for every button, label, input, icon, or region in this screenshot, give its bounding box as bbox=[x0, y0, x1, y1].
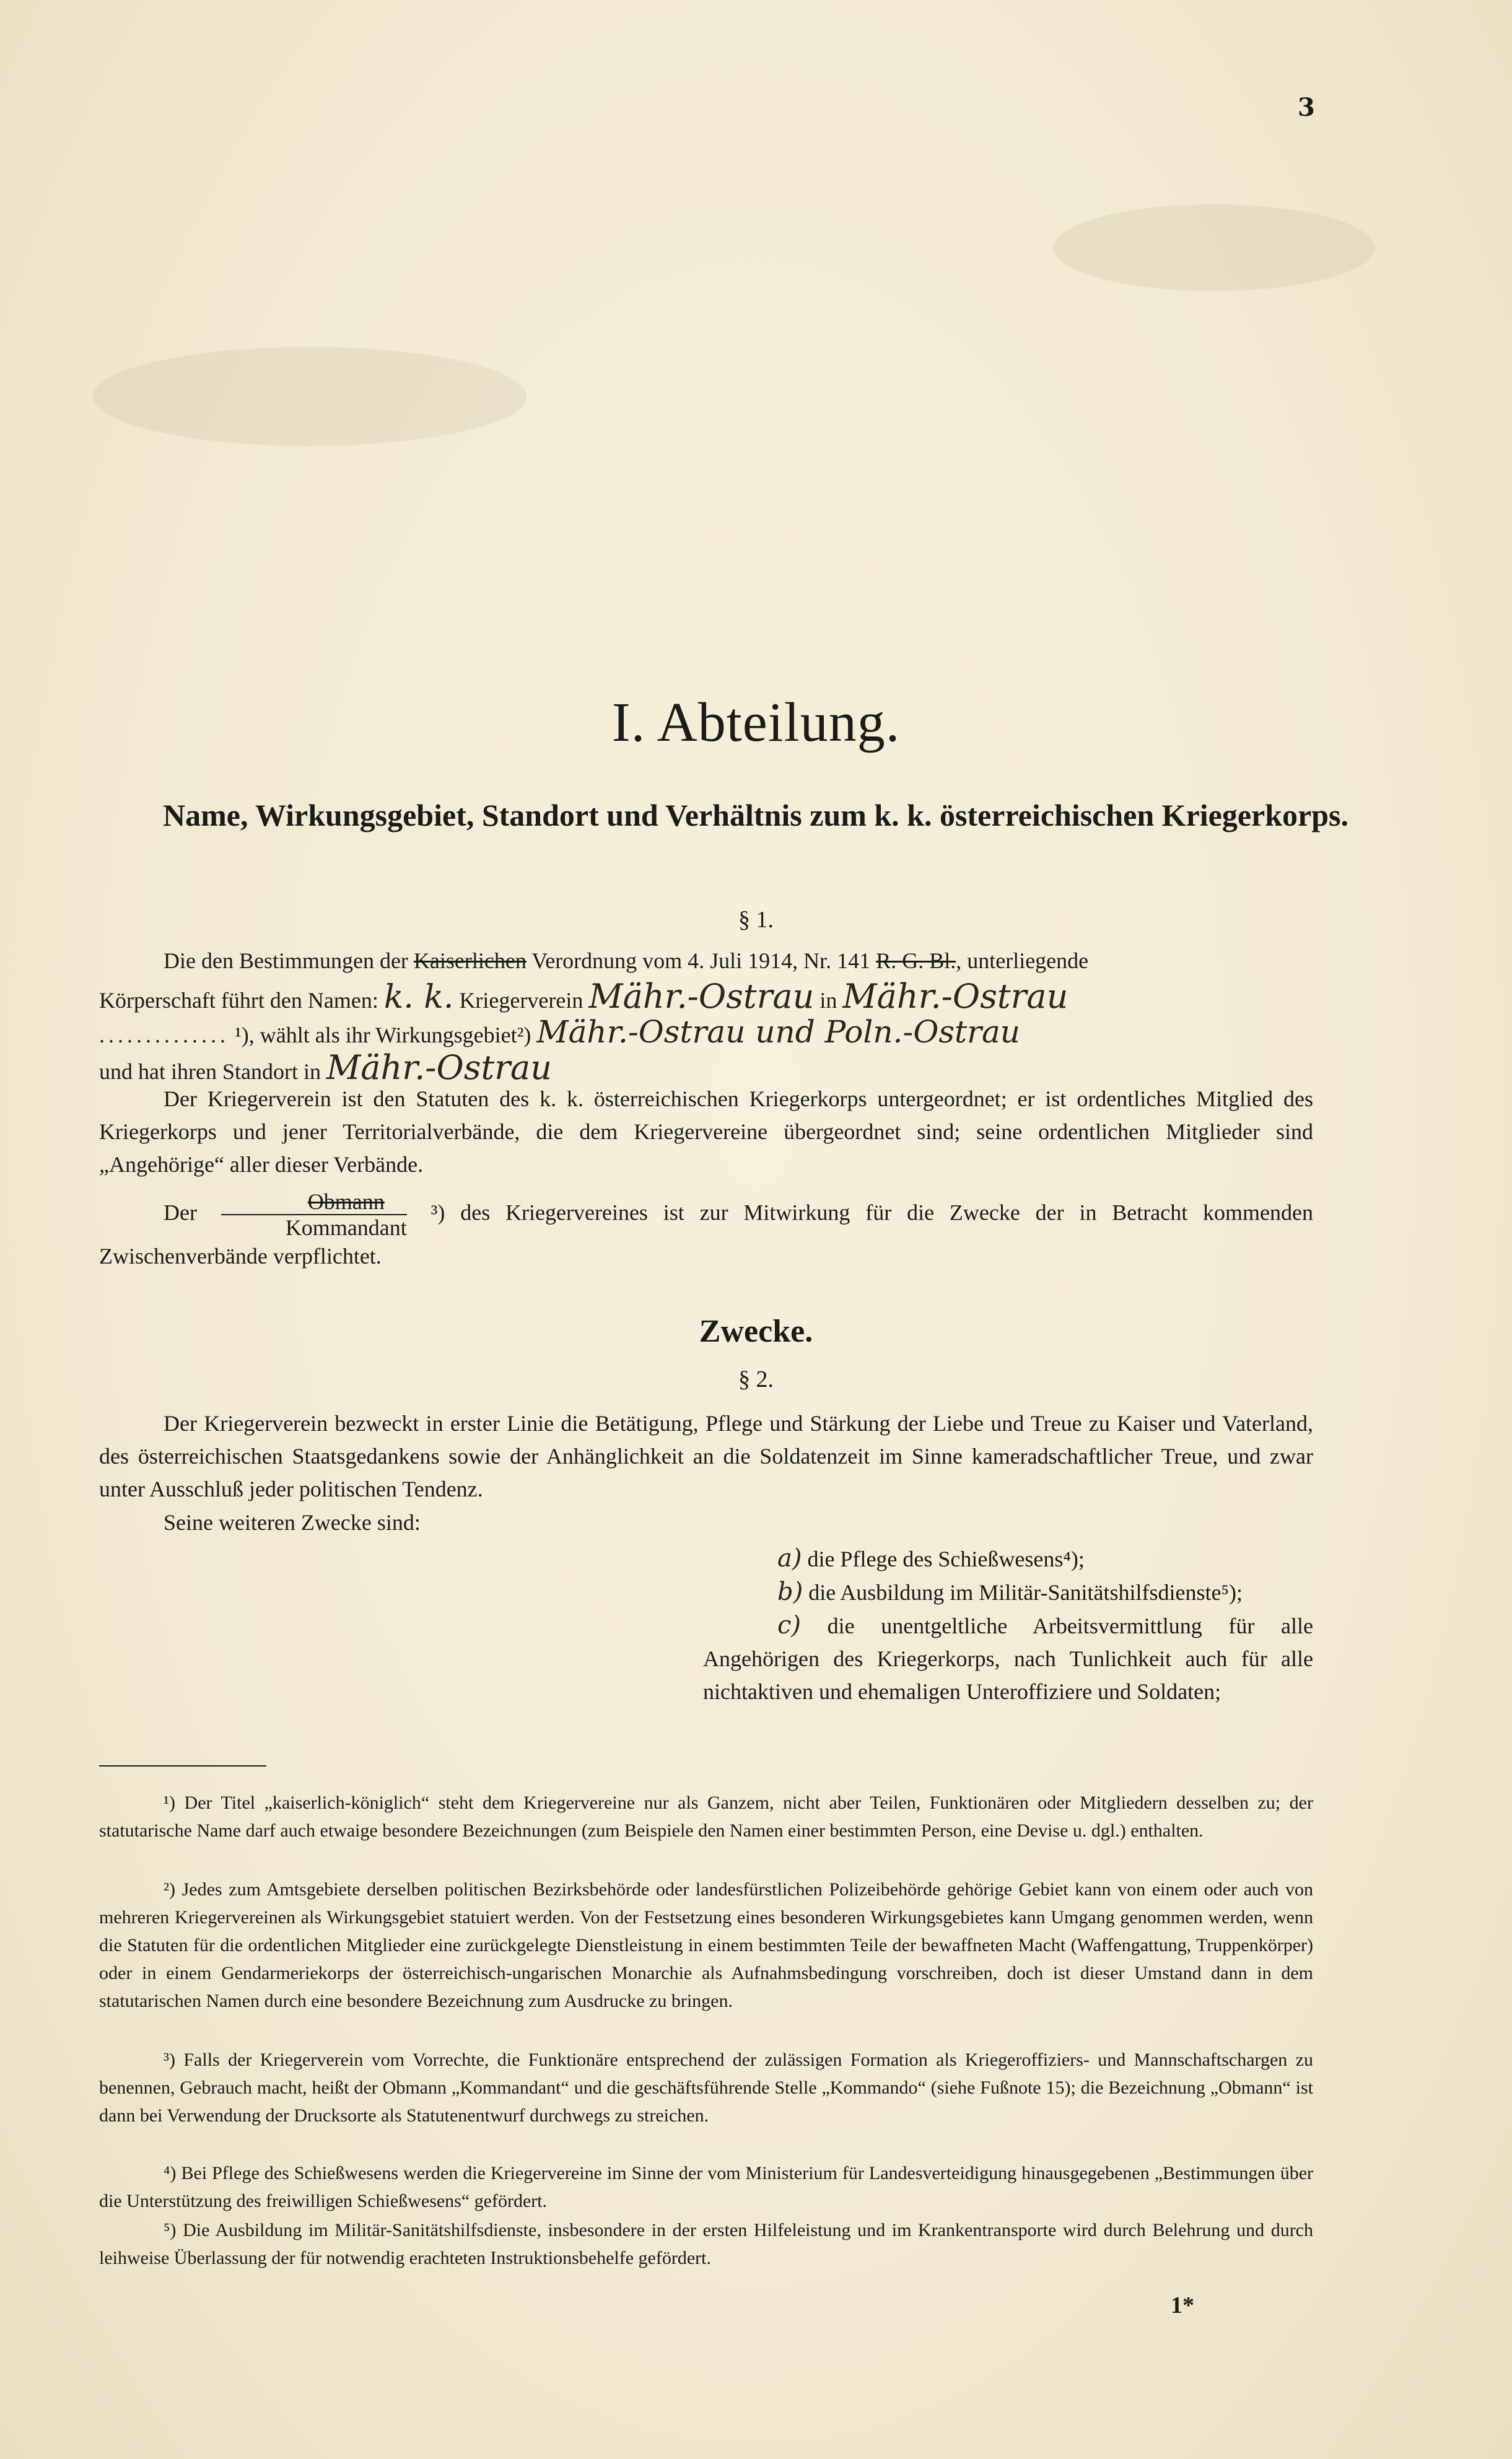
footnote-2: ²) Jedes zum Amtsgebiete derselben politischen Bezirksbehörde oder landesfürstlichen Polizeibehörde gehörige Gebiet kann von einem oder auch von mehreren Kriegervereinen als Wirkungsgebiet statuiert werden. Von der Festsetzung eines besonderen Wirkungsgebietes kann Umgang genommen werden, wenn die Statuten für die ordentlichen Mitglieder eine zurückgelegte Dienstleistung in einem bestimmten Teile der bewaffneten Macht (Waffengattung, Truppenkörper) oder in einem Gendarmeriekorps der österreichisch-ungarischen Monarchie als Aufnahmsbedingung vorschreiben, doch ist dieser Umstand dann in dem statutarischen Namen durch eine besondere Bezeichnung zum Ausdrucke zu bringen. bbox=[99, 1879, 1313, 2011]
purpose-list bbox=[703, 1542, 1313, 1708]
paragraph-1-line-1 bbox=[99, 945, 1313, 977]
handwritten-entry: Mähr.-Ostrau bbox=[588, 977, 815, 1016]
struck-text: R. G. Bl. bbox=[876, 948, 956, 973]
text-run: Die den Bestimmungen der bbox=[164, 948, 408, 973]
paragraph-mark-1: § 1. bbox=[738, 907, 774, 933]
footnote-3: ³) Falls der Kriegerverein vom Vorrechte, die Funktionäre entsprechend der zulässigen Formation als Kriegeroffiziers- und Mannschaftschargen zu benennen, Gebrauch macht, heißt der Obmann „Kommandant“ und die geschäftsführende Stelle „Kommando“ (siehe Fußnote 15); die Bezeichnung „Obmann“ ist dann bei Verwendung der Drucksorte als Statutenentwurf durchwegs zu streichen. bbox=[99, 2050, 1313, 2126]
text-run: ¹), wählt als ihr Wirkungsgebiet²) bbox=[235, 1023, 531, 1047]
section-heading: I. Abteilung. bbox=[611, 692, 901, 753]
section-subtitle: Name, Wirkungsgebiet, Standort und Verhältnis zum k. k. österreichischen Kriegerkorps. bbox=[163, 798, 1348, 832]
list-item bbox=[703, 1609, 1313, 1708]
paragraph-2-text-2: Seine weiteren Zwecke sind: bbox=[164, 1510, 421, 1535]
paragraph-1-line-3 bbox=[99, 1016, 1313, 1052]
fill-dots: .............. bbox=[99, 1023, 229, 1047]
handwritten-mark: a) bbox=[777, 1544, 802, 1573]
struck-text: Obmann bbox=[221, 1189, 407, 1215]
text-run: Kriegerverein bbox=[459, 988, 583, 1013]
handwritten-entry: Mähr.-Ostrau und Poln.-Ostrau bbox=[536, 1014, 1020, 1050]
paragraph-1-text-2: Der Kriegerverein ist den Statuten des k. k. österreichischen Kriegerkorps untergeordnet; er ist ordentliches Mitglied des Kriegerkorps und jener Territorialverbände, die dem Kriegervereine übergeordnet sind; seine ordentlichen Mitglieder sind „Angehörige“ aller dieser Verbände. bbox=[99, 1086, 1313, 1177]
text-run: Der bbox=[164, 1200, 197, 1225]
text-run: Verordnung vom bbox=[531, 948, 683, 973]
zwecke-heading: Zwecke. bbox=[699, 1314, 813, 1349]
paragraph-1-text-3 bbox=[99, 1189, 1313, 1273]
footnote-1: ¹) Der Titel „kaiserlich-königlich“ steht dem Kriegervereine nur als Ganzem, nicht aber Teilen, Funktionären oder Mitgliedern desselben zu; der statutarische Name darf auch etwaige besondere Bezeichnungen (zum Beispiele den Namen einer bestimmten Person, eine Devise u. dgl.) enthalten. bbox=[99, 1793, 1313, 1841]
paper-stain bbox=[1053, 204, 1375, 291]
text-run: Körperschaft führt den Namen: bbox=[99, 988, 378, 1013]
text-run: , unterliegende bbox=[956, 948, 1089, 973]
footnote-divider bbox=[99, 1765, 266, 1767]
title-choice-fraction bbox=[221, 1189, 407, 1240]
handwritten-entry: Mähr.-Ostrau bbox=[842, 977, 1068, 1016]
decree-date: 4. Juli 1914, Nr. 141 bbox=[688, 948, 871, 973]
text-run: und hat ihren Standort in bbox=[99, 1059, 321, 1084]
list-item bbox=[703, 1576, 1313, 1609]
text-run: Kommandant bbox=[285, 1215, 407, 1240]
list-item-text: die unentgeltliche Arbeitsvermittlung für alle Angehörigen des Kriegerkorps, nach Tunlichkeit auch für alle nichtaktiven und ehemaligen Unteroffiziere und Soldaten; bbox=[703, 1614, 1314, 1704]
list-item bbox=[703, 1542, 1313, 1576]
paper-stain bbox=[93, 347, 527, 446]
handwritten-mark: c) bbox=[777, 1611, 802, 1640]
footnote-4: ⁴) Bei Pflege des Schießwesens werden die Kriegervereine im Sinne der vom Ministerium für Landesverteidigung hinausgegebenen „Bestimmungen über die Unterstützung des freiwilligen Schießwesens“ gefördert. bbox=[99, 2163, 1313, 2211]
paragraph-mark-2: § 2. bbox=[738, 1366, 774, 1392]
signature-mark: 1* bbox=[1171, 2292, 1194, 2318]
page-number: 3 bbox=[1298, 93, 1315, 122]
paragraph-1-line-2 bbox=[99, 977, 1313, 1017]
handwritten-entry: k. k. bbox=[383, 979, 454, 1016]
text-run: ³) des Kriegervereines ist zur Mitwirkung für die Zwecke der in Betracht kommenden Zwischenverbände verpflichtet. bbox=[99, 1200, 1314, 1269]
text-run: in bbox=[819, 988, 837, 1013]
paragraph-2-text-1: Der Kriegerverein bezweckt in erster Linie die Betätigung, Pflege und Stärkung der Liebe und Treue zu Kaiser und Vaterland, des österreichischen Staatsgedankens sowie der Anhänglichkeit an die Soldatenzeit im Sinne kameradschaftlicher Treue, und zwar unter Ausschluß jeder politischen Tendenz. bbox=[99, 1411, 1313, 1501]
list-item-text: die Ausbildung im Militär-Sanitätshilfsdienste⁵); bbox=[808, 1580, 1243, 1605]
handwritten-mark: b) bbox=[777, 1578, 803, 1606]
struck-text: Kaiserlichen bbox=[413, 948, 527, 973]
footnote-5: ⁵) Die Ausbildung im Militär-Sanitätshilfsdienste, insbesondere in der ersten Hilfeleistung und im Krankentransporte wird durch Belehrung und durch leihweise Überlassung der für notwendig erachteten Instruktionsbehelfe gefördert. bbox=[99, 2220, 1313, 2268]
handwritten-entry: Mähr.-Ostrau bbox=[326, 1048, 552, 1087]
list-item-text: die Pflege des Schießwesens⁴); bbox=[807, 1547, 1085, 1571]
